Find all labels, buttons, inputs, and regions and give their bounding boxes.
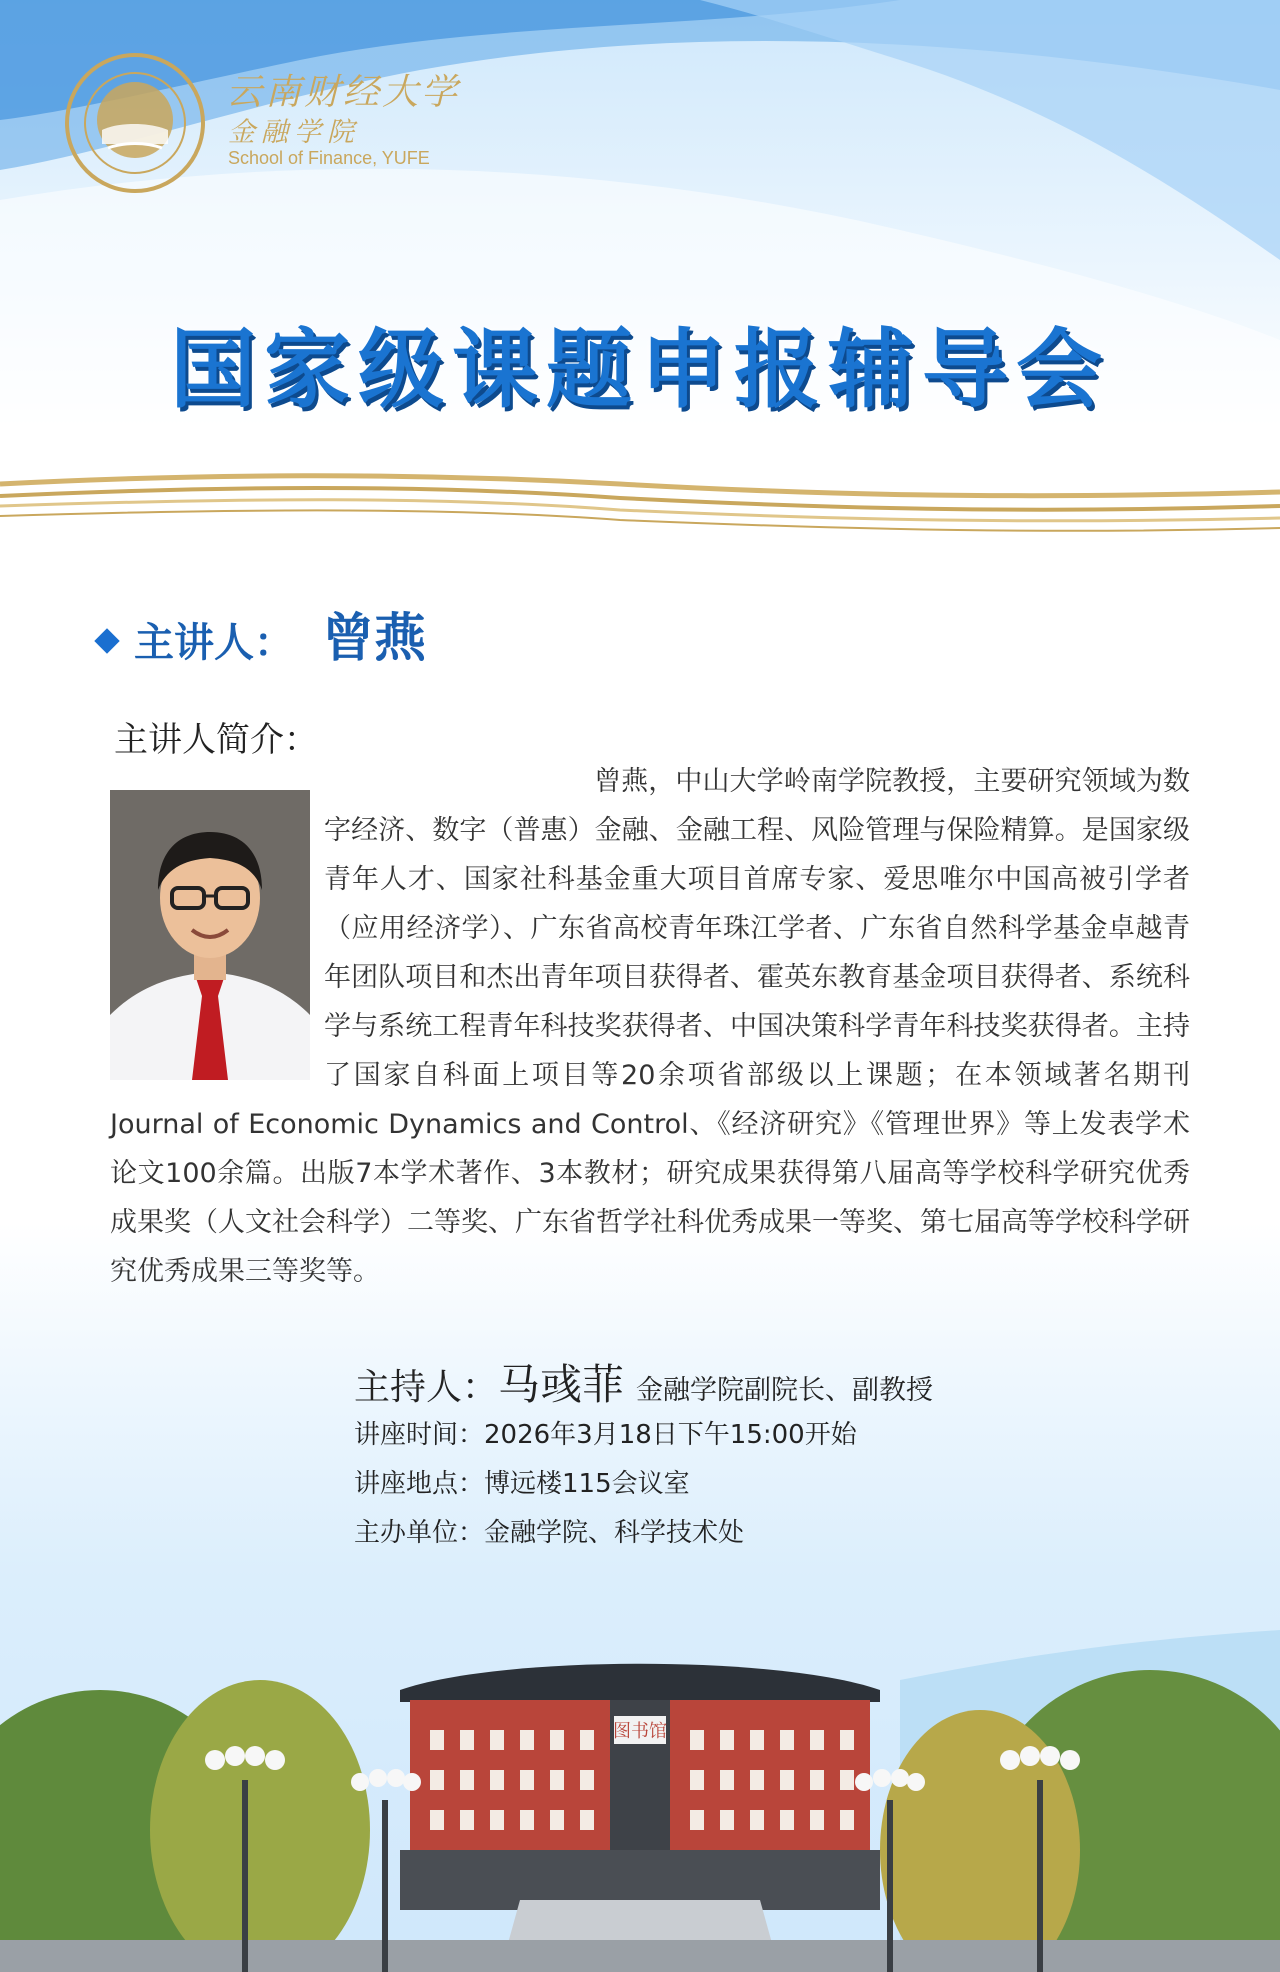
host-line bbox=[354, 1352, 933, 1412]
photo-spacer bbox=[110, 790, 324, 1080]
host-label: 主持人： bbox=[354, 1367, 499, 1408]
speaker-bio bbox=[110, 757, 1190, 1296]
school-name-cn: 金融学院 bbox=[228, 117, 360, 148]
university-logo bbox=[64, 52, 206, 194]
host-name: 马彧菲 bbox=[498, 1360, 625, 1409]
library-sign: 图书馆 bbox=[613, 1721, 667, 1742]
host-title: 金融学院副院长、副教授 bbox=[636, 1375, 934, 1406]
gold-ribbon-decoration bbox=[0, 462, 1280, 542]
lecture-place: 讲座地点：博远楼115会议室 bbox=[354, 1469, 690, 1499]
lecture-organizer: 主办单位：金融学院、科学技术处 bbox=[354, 1518, 745, 1548]
university-name-cn: 云南财经大学 bbox=[226, 72, 461, 113]
lecture-time: 讲座时间：2026年3月18日下午15:00开始 bbox=[354, 1420, 857, 1450]
speaker-label: 主讲人： bbox=[134, 620, 294, 666]
intro-heading: 主讲人简介： bbox=[114, 720, 318, 760]
bio-text: 曾燕，中山大学岭南学院教授，主要研究领域为数字经济、数字（普惠）金融、金融工程、风险管理与保险精算。是国家级青年人才、国家社科基金重大项目首席专家、爱思唯尔中国高被引学者（应用经济学）、广东省高校青年珠江学者、广东省自然科学基金卓越青年团队项目和杰出青年项目获得者、霍英东教育基金项目获得者、系统科学与系统工程青年科技奖获得者、中国决策科学青年科技奖获得者。主持了国家自科面上项目等20余项省部级以上课题；在本领域著名期刊Journal of Economic Dynamics and Control、《经济研究》《管理世界》等上发表学术论文100余篇。出版7本学术著作、3本教材；研究成果获得第八届高等学校科学研究优秀成果奖（人文社会科学）二等奖、广东省哲学社科优秀成果一等奖、第七届高等学校科学研究优秀成果三等奖等。 bbox=[110, 766, 1190, 1287]
library-building-photo bbox=[0, 1600, 1280, 1972]
diamond-bullet-icon bbox=[94, 628, 119, 653]
speaker-name: 曾燕 bbox=[322, 609, 427, 669]
school-name-en: School of Finance, YUFE bbox=[228, 148, 430, 168]
speaker-line bbox=[98, 596, 426, 671]
page-title: 国家级课题申报辅导会 bbox=[170, 320, 1110, 420]
